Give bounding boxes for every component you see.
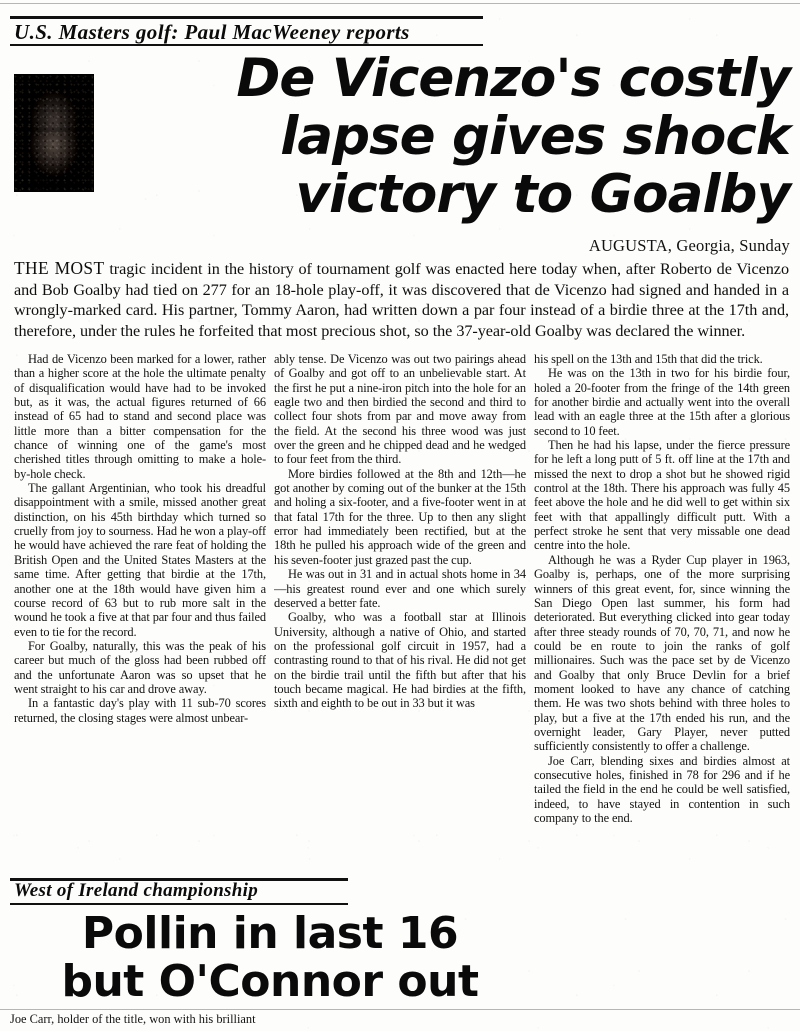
kicker-rule-bottom — [10, 44, 483, 46]
paragraph: For Goalby, naturally, this was the peak of his career but much of the gloss had been rubbed off and the unfortunate Aaron was so upset that he went straight to his car and drove away. — [14, 638, 266, 696]
paragraph: his spell on the 13th and 15th that did the trick. — [534, 352, 763, 366]
paragraph: Had de Vicenzo been marked for a lower, rather than a higher score at the hole the ultimate penalty of disqualification would have had to be invoked but, as it was, the actual figures returned of 66 instead of 65 had to stand and second place was little more than a bitter compensation for the chance of winning one of the game's most cherished titles through omitting to make a hole-by-hole check. — [14, 352, 266, 481]
secondary-story-kicker: West of Ireland championship — [14, 880, 258, 901]
secondary-kicker-rule-bottom — [10, 903, 348, 905]
page-bottom-rule — [0, 1009, 800, 1010]
paragraph: Goalby, who was a football star at Illinois University, although a native of Ohio, and started on the professional golf circuit in 1957, had a contrasting round to that of his rival. He did not get on the birdie trail until the fifth but after that his touch became magical. He had birdies at the fifth, sixth and eighth to be out in 33 but it was — [274, 610, 526, 711]
paragraph: More birdies followed at the 8th and 12th—he got another by coming out of the bunker at the 15th and holing a six-footer, and a five-footer went in at that fatal 17th for the three. Up to then any slight error had immediately been rectified, but at the 18th he pulled his approach wide of the green and his seven-footer just grazed past the cup. — [274, 466, 526, 567]
paragraph: He was on the 13th in two for his birdie four, holed a 20-footer from the fringe of the 14th green for another birdie and actually went into the overall lead with an eagle three at the 15th after a glorious second to 10 feet. — [534, 366, 790, 438]
article-column-2 — [274, 352, 526, 880]
secondary-story-body-fragment: Joe Carr, holder of the title, won with his brilliant — [10, 1012, 256, 1026]
paragraph: The gallant Argentinian, who took his dreadful disappointment with a smile, missed another great distinction, on his 45th birthday which turned so cruelly from joy to sourness. Had he won a play-off he would have achieved the rare feat of holding the British Open and the United States Masters at the same time. After getting that birdie at the 17th, another one at the 18th would have given him a course record of 63 but to rub more salt in the wound he took a five at that par four and thus failed even to tie for the record. — [14, 481, 266, 639]
paragraph: ably tense. De Vicenzo was out two pairings ahead of Goalby and got off to an unbelievable start. At the first he put a nine-iron pitch into the hole for an eagle two and then birdied the second and third to collect four shots from par and move away from the field. At the second his three wood was just over the green and he chipped dead and he wedged to four feet from the third. — [274, 352, 526, 467]
publication-strap: U.S. Masters golf: Paul MacWeeney reports — [14, 20, 410, 44]
paragraph: Although he was a Ryder Cup player in 1963, Goalby is, perhaps, one of the more surprising winners of this great event, for, since winning the San Diego Open last summer, his form had deteriorated. But everything clicked into gear today after three steady rounds of 70, 70, 71, and now he could be en route to join the ranks of golf millionaires. Such was the pace set by de Vicenzo and Goalby that only Bruce Devlin for a brief moment looked to have any chance of catching them. He was two shots behind with three holes to play, but a five at the 17th ended his run, and the overnight leader, Gary Player, never putted sufficiently consistently to offer a challenge. — [534, 552, 790, 754]
lead-opening-words: THE MOST — [14, 258, 105, 278]
headline-line-3: victory to Goalby — [295, 164, 790, 225]
paragraph: Joe Carr, blending sixes and birdies almost at consecutive holes, finished in 78 for 296 and if he tailed the field in the end he could be well satisfied, indeed, to have stayed in contention in such company to the end. — [534, 753, 790, 825]
kicker-rule-top — [10, 16, 483, 19]
paragraph: In a fantastic day's play with 11 sub-70 scores returned, the closing stages were almost unbear- — [14, 696, 266, 725]
headline-line-1: De Vicenzo's costly — [236, 48, 790, 109]
reporter-portrait-photo — [14, 74, 94, 192]
paragraph: Then he had his lapse, under the fierce pressure for he left a long putt of 5 ft. off line at the 17th and missed the next to drop a shot but he showed rigid control at the 18th. There his approach was fully 45 feet above the hole and he did well to get within six feet with that appallingly difficult putt. With a perfect stroke he sent that very missable one dead centre into the hole. — [534, 438, 790, 553]
lead-body-text: tragic incident in the history of tournament golf was enacted here today when, after Roberto de Vicenzo and Bob Goalby had tied on 277 for an 18-hole play-off, it was discovered that de Vicenzo had signed and handed in a wrongly-marked card. His partner, Tommy Aaron, had written down a par four instead of a birdie three at the 17th and, therefore, under the rules he forfeited that most precious shot, so the 37-year-old Goalby was declared the winner. — [14, 260, 789, 340]
paragraph: He was out in 31 and in actual shots home in 34—his greatest round ever and one which surely deserved a better fate. — [274, 567, 526, 610]
article-column-3 — [534, 352, 790, 1024]
headline-line-2: lapse gives shock — [280, 106, 790, 167]
article-column-1 — [14, 352, 266, 880]
secondary-headline-line-1: Pollin in last 16 — [81, 908, 459, 959]
page-top-rule — [0, 3, 800, 4]
secondary-headline-line-2: but O'Connor out — [61, 956, 479, 1007]
lead-paragraph — [14, 258, 789, 341]
dateline: AUGUSTA, Georgia, Sunday — [588, 236, 790, 255]
